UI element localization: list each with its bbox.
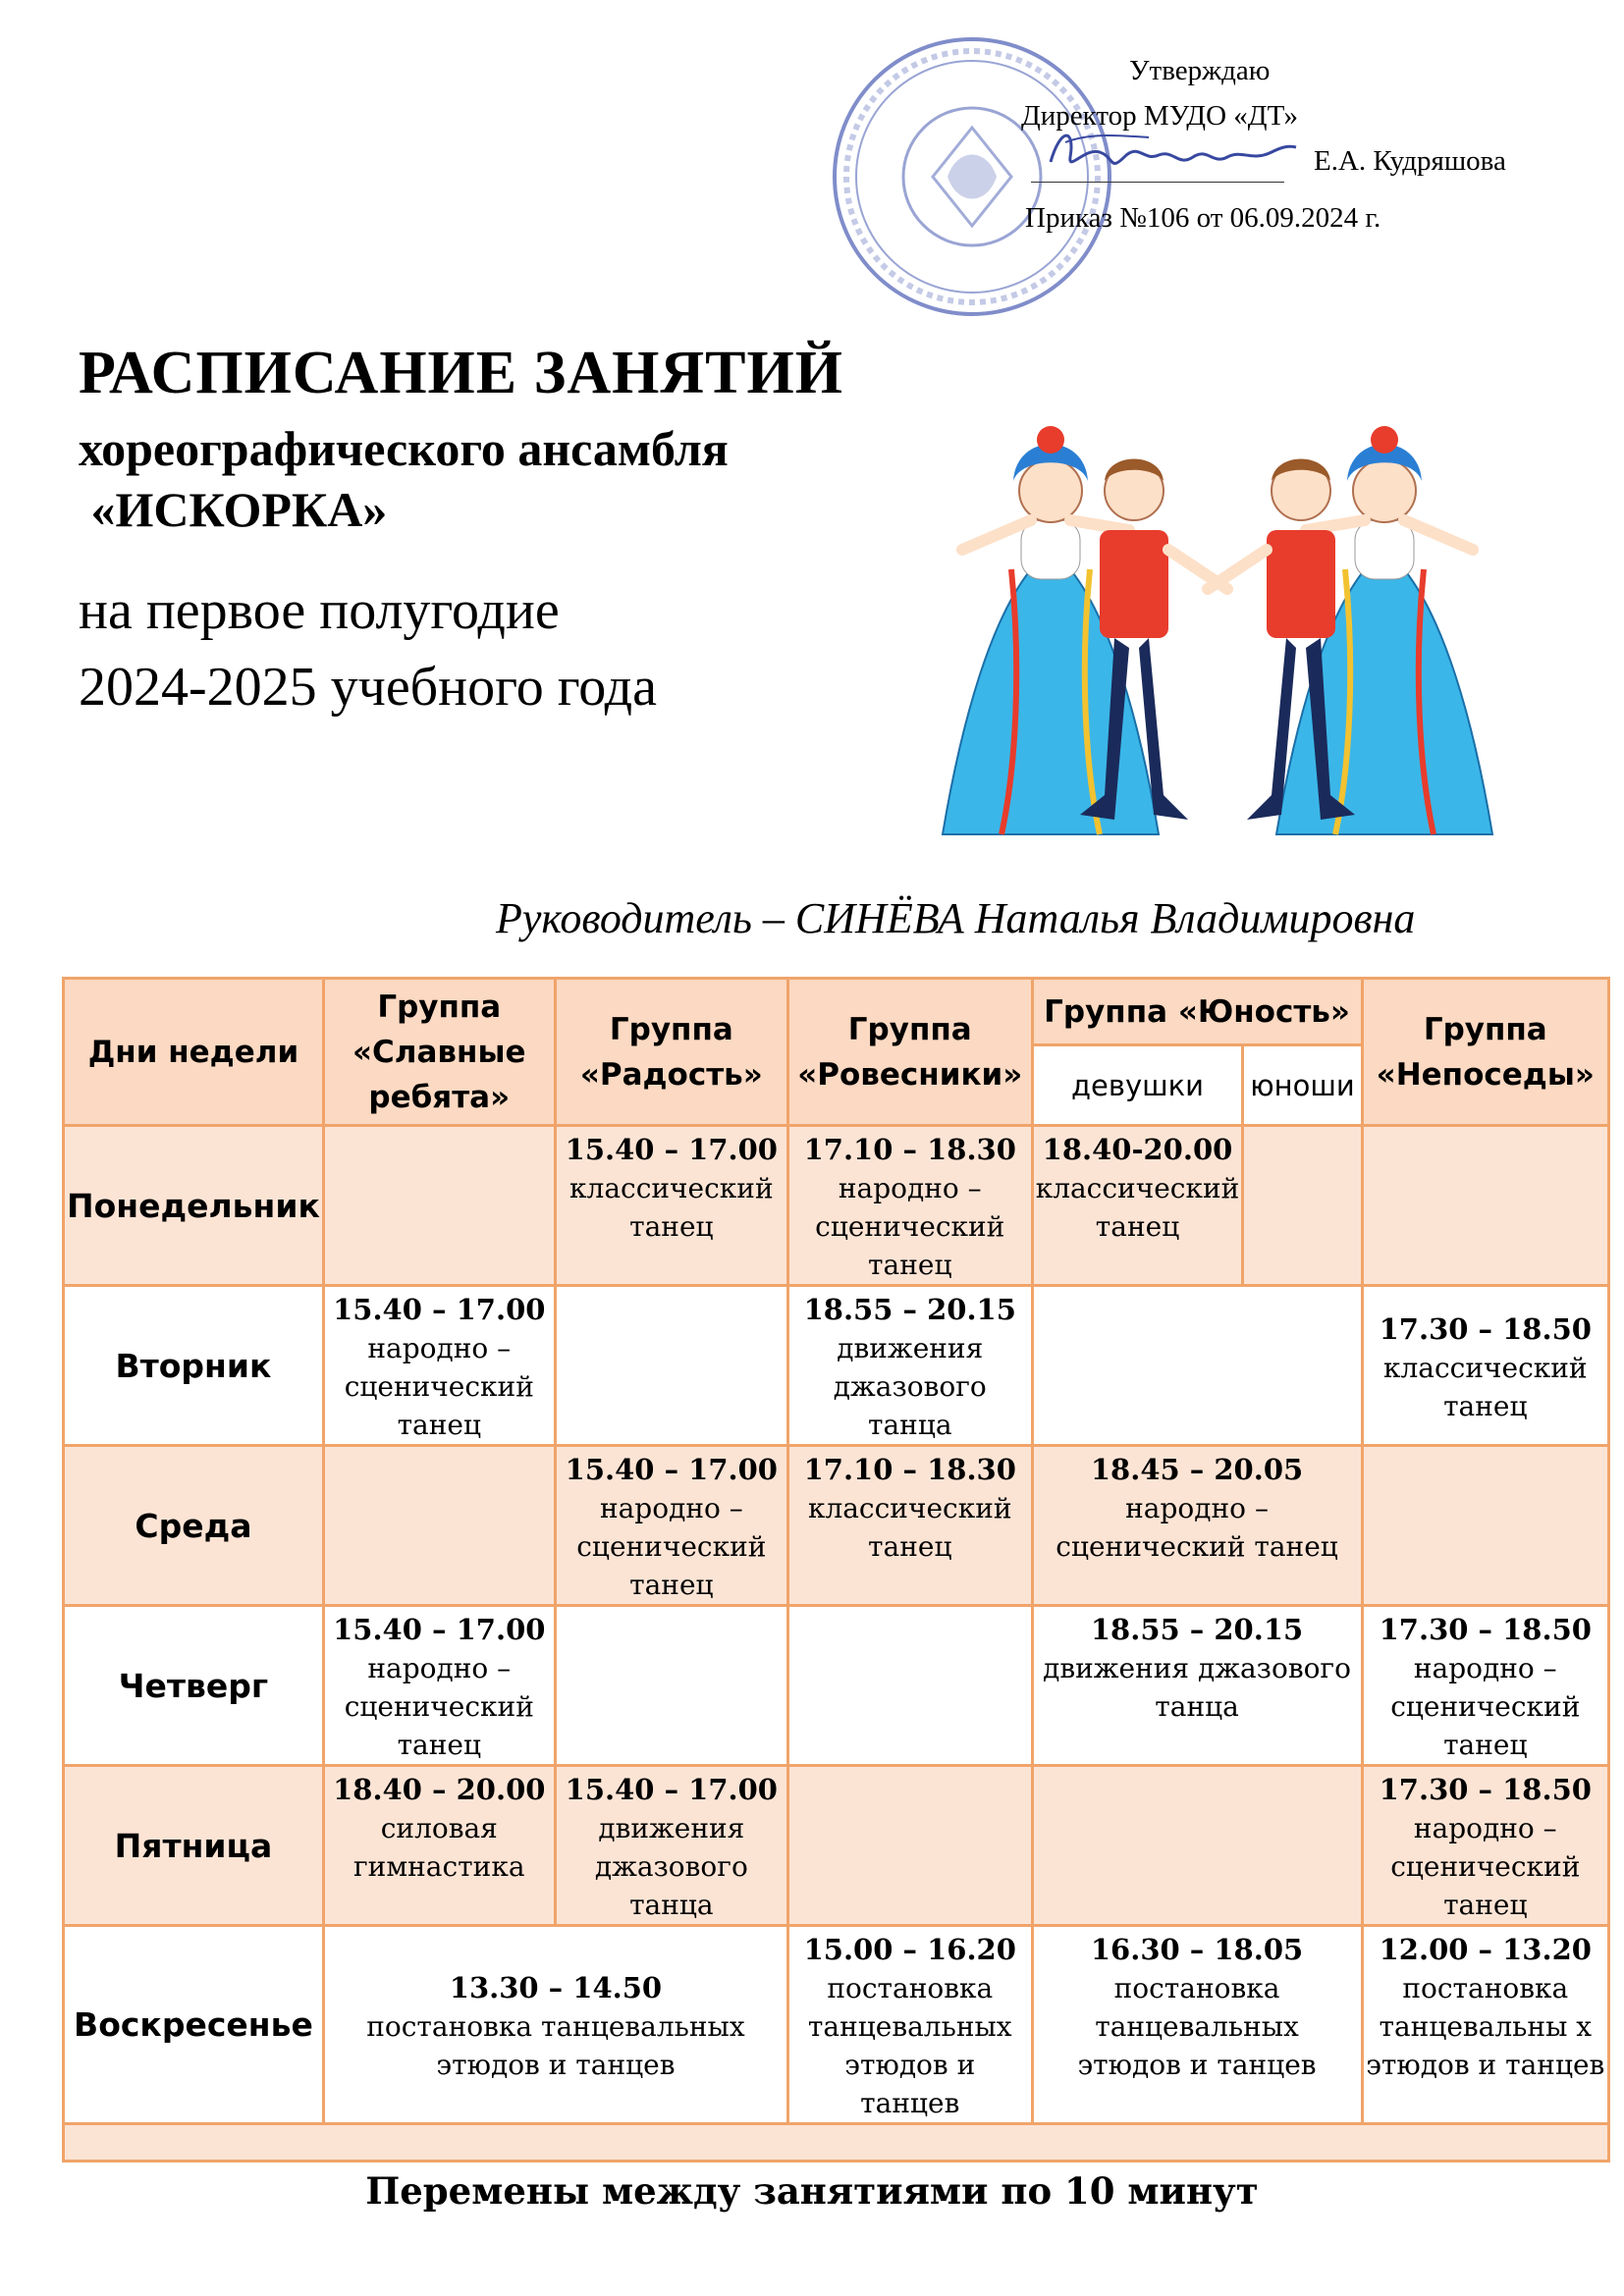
dancers-illustration bbox=[903, 422, 1532, 864]
cell-empty bbox=[323, 1446, 555, 1606]
header-group-4: Группа «Юность» bbox=[1032, 979, 1362, 1045]
table-row bbox=[64, 1606, 1609, 1766]
director-title: Директор МУДО «ДТ» bbox=[1021, 100, 1299, 132]
cell-sun-g4: 16.30 – 18.05 постановка танцевальных этюдов и танцев bbox=[1032, 1926, 1362, 2124]
ensemble-subtitle: хореографического ансамбля bbox=[79, 421, 729, 476]
cell-empty bbox=[1032, 1286, 1362, 1446]
cell-fri-g2: 15.40 – 17.00 движения джазового танца bbox=[555, 1766, 787, 1926]
cell-empty bbox=[788, 1606, 1033, 1766]
cell-thu-g5: 17.30 – 18.50 народно – сценический танец bbox=[1362, 1606, 1608, 1766]
approve-label: Утверждаю bbox=[1129, 55, 1271, 86]
cell-sun-g5: 12.00 – 13.20 постановка танцевальны х этюдов и танцев bbox=[1362, 1926, 1608, 2124]
cell-tue-g5: 17.30 – 18.50 классический танец bbox=[1362, 1286, 1608, 1446]
cell-empty bbox=[555, 1286, 787, 1446]
cell-mon-g3: 17.10 – 18.30 народно – сценический танец bbox=[788, 1126, 1033, 1286]
cell-empty bbox=[555, 1606, 787, 1766]
header-group-5: Группа «Непоседы» bbox=[1362, 979, 1608, 1126]
cell-tue-g3: 18.55 – 20.15 движения джазового танца bbox=[788, 1286, 1033, 1446]
cell-wed-g2: 15.40 – 17.00 народно – сценический танец bbox=[555, 1446, 787, 1606]
signature bbox=[1031, 118, 1306, 187]
header-group-2: Группа «Радость» bbox=[555, 979, 787, 1126]
table-row bbox=[64, 1766, 1609, 1926]
table-row bbox=[64, 1446, 1609, 1606]
cell-thu-g4: 18.55 – 20.15 движения джазового танца bbox=[1032, 1606, 1362, 1766]
breaks-note: Перемены между занятиями по 10 минут bbox=[365, 2169, 1259, 2213]
cell-mon-g4a: 18.40-20.00 классический танец bbox=[1032, 1126, 1243, 1286]
cell-thu-g1: 15.40 – 17.00 народно – сценический танец bbox=[323, 1606, 555, 1766]
signature-line bbox=[1031, 182, 1284, 183]
cell-empty bbox=[1243, 1126, 1362, 1286]
cell-fri-g5: 17.30 – 18.50 народно – сценический танец bbox=[1362, 1766, 1608, 1926]
cell-empty bbox=[323, 1126, 555, 1286]
day-friday: Пятница bbox=[64, 1766, 324, 1926]
cell-fri-g1: 18.40 – 20.00 силовая гимнастика bbox=[323, 1766, 555, 1926]
header-group-4-boys: юноши bbox=[1243, 1045, 1362, 1126]
order-number: Приказ №106 от 06.09.2024 г. bbox=[1025, 202, 1381, 234]
cell-sun-g12: 13.30 – 14.50 постановка танцевальных этюдов и танцев bbox=[323, 1926, 787, 2124]
cell-empty bbox=[1362, 1446, 1608, 1606]
header-group-4-girls: девушки bbox=[1032, 1045, 1243, 1126]
header-group-1: Группа «Славные ребята» bbox=[323, 979, 555, 1126]
table-row bbox=[64, 1126, 1609, 1286]
day-tuesday: Вторник bbox=[64, 1286, 324, 1446]
day-thursday: Четверг bbox=[64, 1606, 324, 1766]
cell-wed-g4: 18.45 – 20.05 народно – сценический танец bbox=[1032, 1446, 1362, 1606]
day-sunday: Воскресенье bbox=[64, 1926, 324, 2124]
cell-sun-g3: 15.00 – 16.20 постановка танцевальных этюдов и танцев bbox=[788, 1926, 1033, 2124]
ensemble-name: «ИСКОРКА» bbox=[79, 482, 388, 537]
cell-tue-g1: 15.40 – 17.00 народно – сценический танец bbox=[323, 1286, 555, 1446]
year-line: 2024-2025 учебного года bbox=[79, 657, 658, 718]
table-row bbox=[64, 1286, 1609, 1446]
table-row bbox=[64, 1926, 1609, 2124]
leader-line: Руководитель – СИНЁВА Наталья Владимировна bbox=[496, 894, 1416, 942]
cell-wed-g3: 17.10 – 18.30 классический танец bbox=[788, 1446, 1033, 1606]
cell-empty bbox=[788, 1766, 1033, 1926]
cell-empty bbox=[64, 2124, 1609, 2162]
schedule-title: РАСПИСАНИЕ ЗАНЯТИЙ bbox=[79, 340, 843, 406]
cell-mon-g2: 15.40 – 17.00 классический танец bbox=[555, 1126, 787, 1286]
semester-line: на первое полугодие bbox=[79, 580, 560, 641]
day-wednesday: Среда bbox=[64, 1446, 324, 1606]
schedule-table bbox=[62, 977, 1610, 2163]
director-name: Е.А. Кудряшова bbox=[1314, 145, 1506, 177]
cell-empty bbox=[1032, 1766, 1362, 1926]
cell-empty bbox=[1362, 1126, 1608, 1286]
table-row-empty bbox=[64, 2124, 1609, 2162]
header-group-3: Группа «Ровесники» bbox=[788, 979, 1033, 1126]
day-monday: Понедельник bbox=[64, 1126, 324, 1286]
header-days: Дни недели bbox=[64, 979, 324, 1126]
